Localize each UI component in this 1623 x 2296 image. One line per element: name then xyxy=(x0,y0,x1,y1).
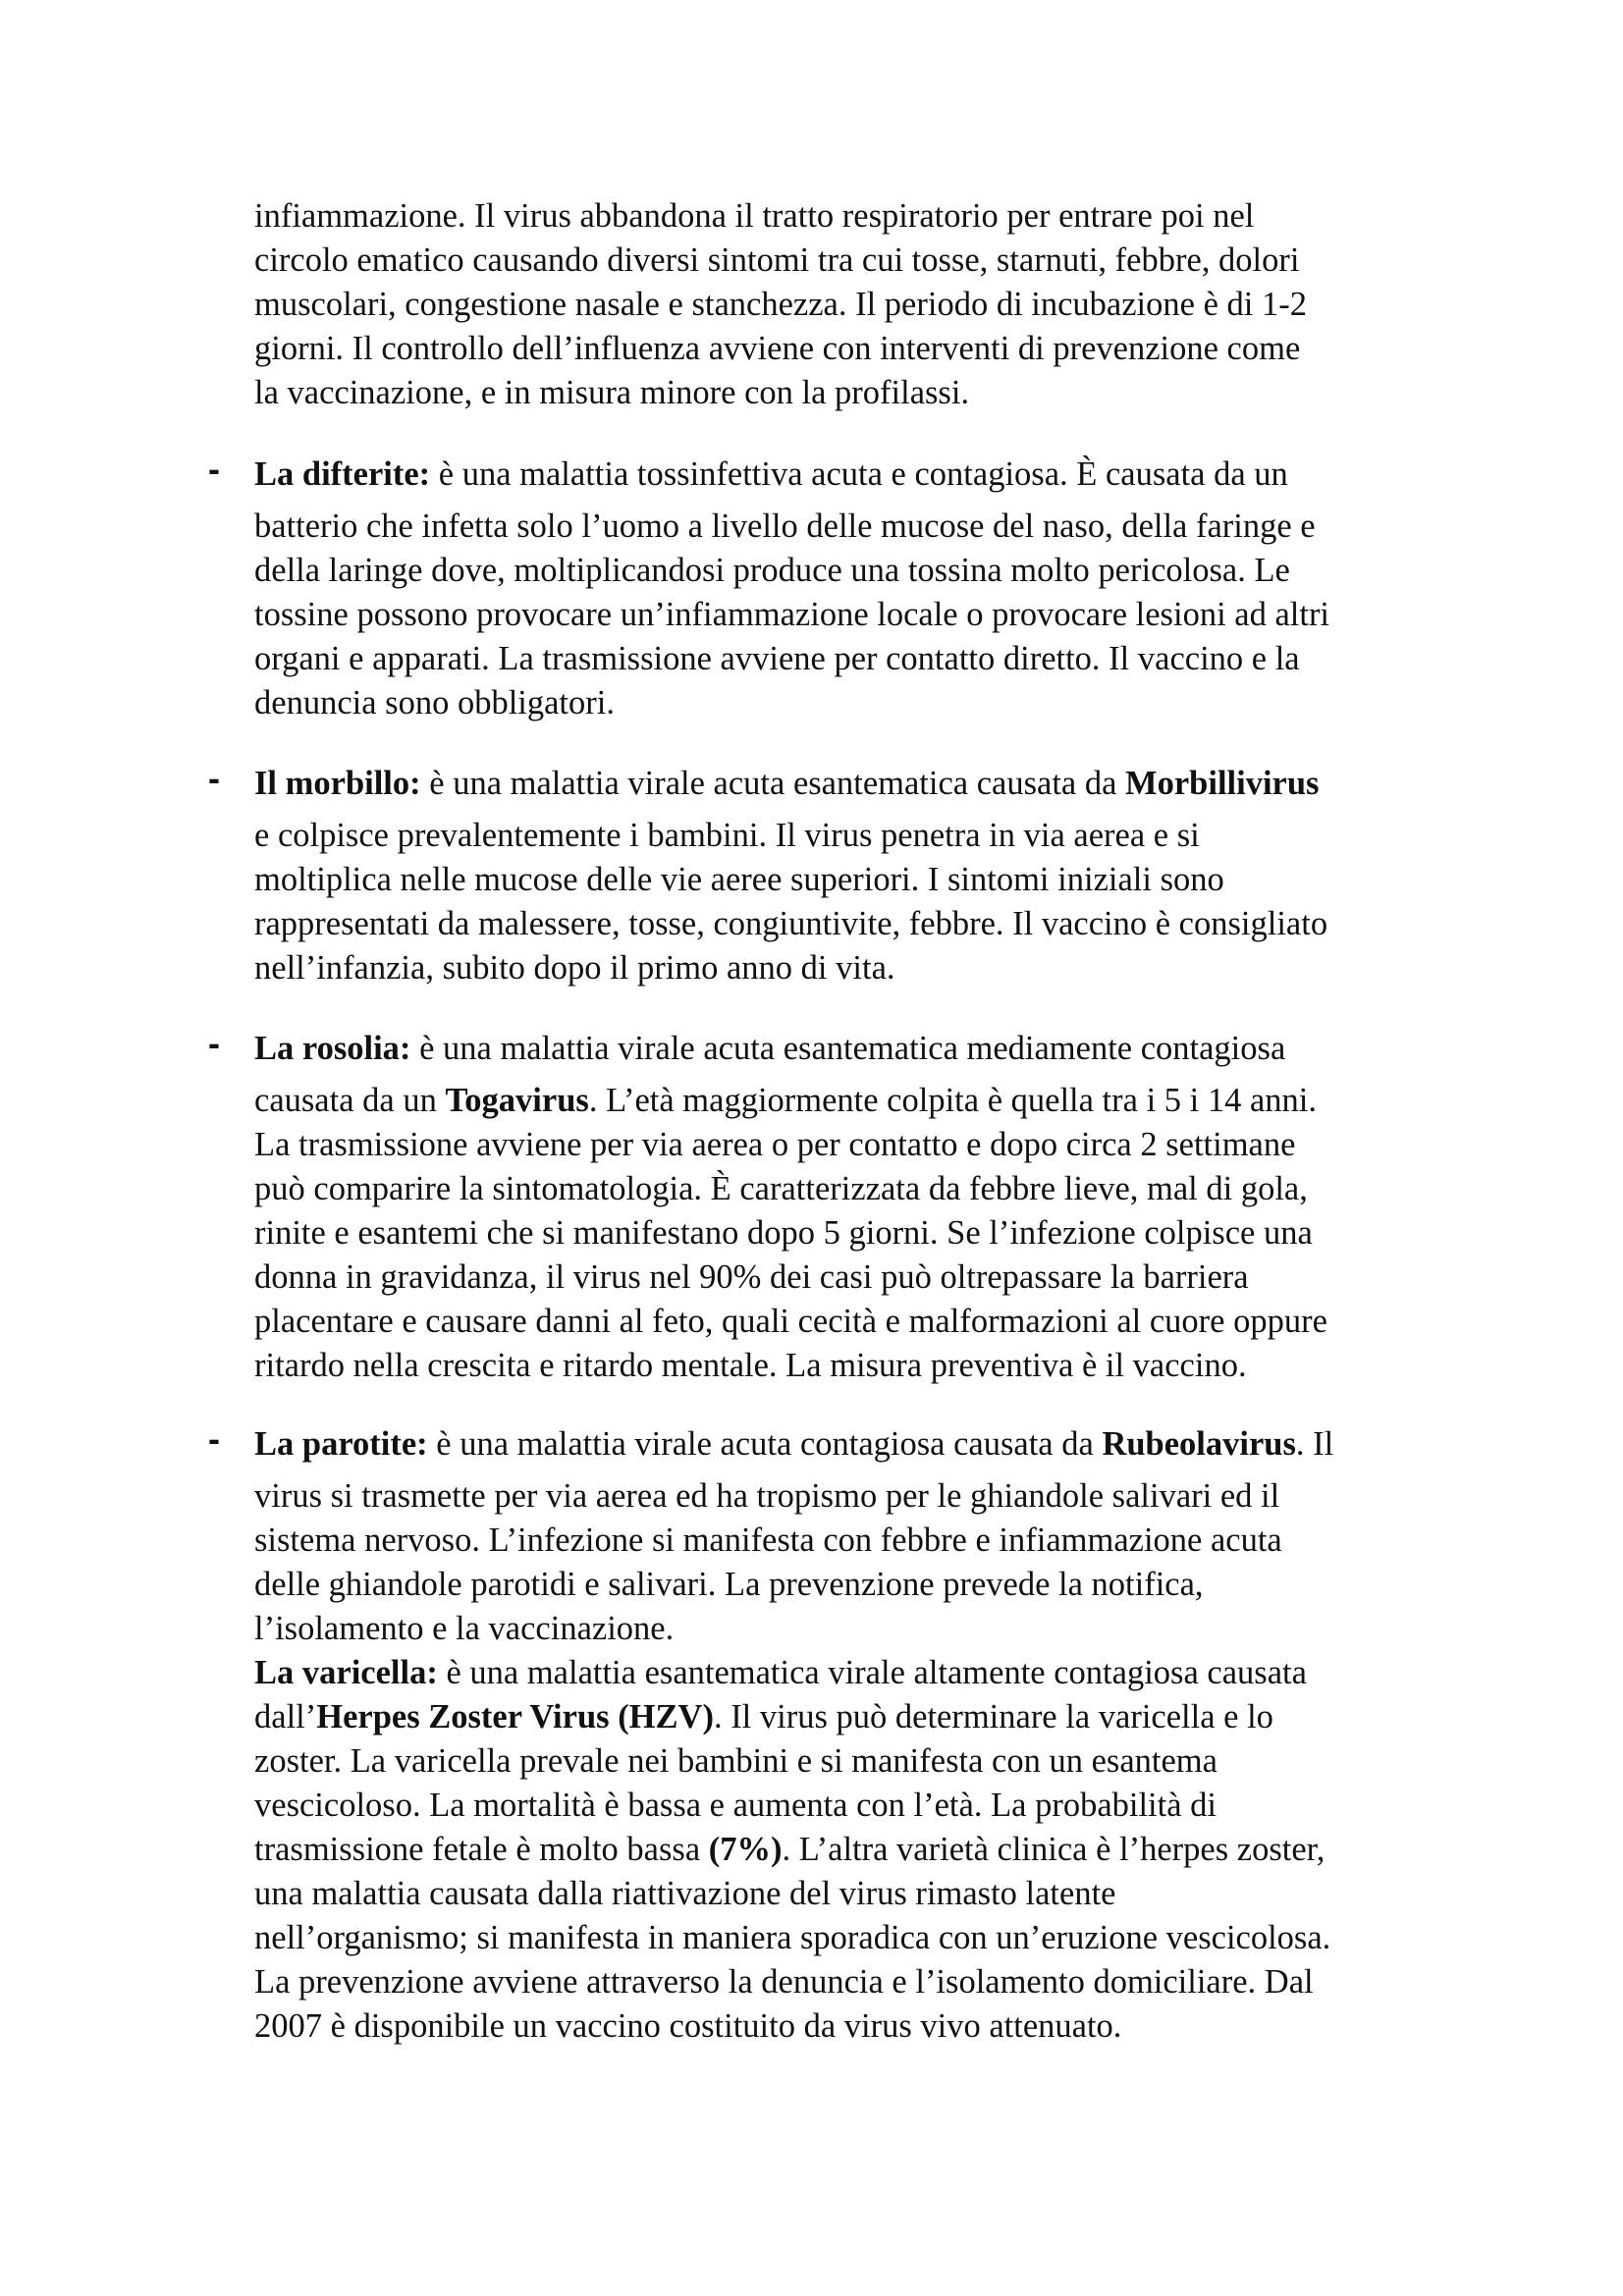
bullet-dash: - xyxy=(208,1418,220,1459)
text-fragment: è una malattia virale acuta esantematica causata da xyxy=(420,765,1126,802)
text-line: giorni. Il controllo dell’influenza avviene con interventi di prevenzione come xyxy=(254,330,1301,367)
paragraph-parotite xyxy=(254,1422,1521,2049)
text-line: circolo ematico causando diversi sintomi tra cui tosse, starnuti, febbre, dolori xyxy=(254,241,1300,279)
virus-hzv: Herpes Zoster Virus (HZV) xyxy=(316,1698,714,1735)
text-line: La prevenzione avviene attraverso la denuncia e l’isolamento domiciliare. Dal xyxy=(254,1963,1314,2001)
term-separator: : xyxy=(416,1425,428,1463)
term-separator: : xyxy=(409,765,421,802)
text-line: placentare e causare danni al feto, quali cecità e malformazioni al cuore oppure xyxy=(254,1303,1327,1340)
text-line: l’isolamento e la vaccinazione. xyxy=(254,1610,675,1647)
text-fragment: trasmissione fetale è molto bassa xyxy=(254,1831,709,1868)
text-fragment: è una malattia virale acuta contagiosa causata da xyxy=(427,1425,1103,1463)
text-line: nell’organismo; si manifesta in maniera sporadica con un’eruzione vescicolosa. xyxy=(254,1919,1331,1956)
virus-morbillivirus: Morbillivirus xyxy=(1125,765,1320,802)
bullet-dash: - xyxy=(208,1023,220,1063)
text-line xyxy=(254,1422,1521,1467)
text-line: sistema nervoso. L’infezione si manifesta con febbre e infiammazione acuta xyxy=(254,1522,1282,1559)
text-line xyxy=(254,762,1521,806)
text-fragment: . L’età maggiormente colpita è quella tra i 5 i 14 anni. xyxy=(588,1082,1318,1119)
text-line: donna in gravidanza, il virus nel 90% dei casi può oltrepassare la barriera xyxy=(254,1258,1249,1296)
text-line: rappresentati da malessere, tosse, congiuntivite, febbre. Il vaccino è consigliato xyxy=(254,905,1328,942)
virus-rubeolavirus: Rubeolavirus xyxy=(1102,1425,1296,1463)
text-line xyxy=(254,1651,1521,1695)
text-line: può comparire la sintomatologia. È caratterizzata da febbre lieve, mal di gola, xyxy=(254,1170,1308,1207)
text-line: rinite e esantemi che si manifestano dopo 5 giorni. Se l’infezione colpisce una xyxy=(254,1214,1313,1252)
intro-paragraph xyxy=(254,194,1521,415)
text-line xyxy=(254,1828,1521,1872)
term-separator: : xyxy=(418,455,431,493)
paragraph-morbillo xyxy=(254,762,1521,990)
term-separator: : xyxy=(426,1654,438,1691)
text-line: ritardo nella crescita e ritardo mentale. La misura preventiva è il vaccino. xyxy=(254,1347,1247,1384)
text-line: della laringe dove, moltiplicandosi produce una tossina molto pericolosa. Le xyxy=(254,552,1290,589)
text-line: batterio che infetta solo l’uomo a livello delle mucose del naso, della faringe e xyxy=(254,507,1316,545)
term-parotite: La parotite xyxy=(254,1425,417,1463)
text-fragment: causata da un xyxy=(254,1082,446,1119)
text-line xyxy=(254,1079,1521,1123)
text-line: vescicoloso. La mortalità è bassa e aumenta con l’età. La probabilità di xyxy=(254,1787,1217,1824)
text-line: delle ghiandole parotidi e salivari. La prevenzione prevede la notifica, xyxy=(254,1566,1204,1603)
text-line: moltiplica nelle mucose delle vie aeree superiori. I sintomi iniziali sono xyxy=(254,861,1224,898)
text-line: denuncia sono obbligatori. xyxy=(254,684,615,721)
text-line xyxy=(254,1695,1521,1739)
text-line: la vaccinazione, e in misura minore con la profilassi. xyxy=(254,374,970,411)
term-difterite: La difterite xyxy=(254,455,419,493)
text-line xyxy=(254,1027,1521,1071)
text-line: virus si trasmette per via aerea ed ha tropismo per le ghiandole salivari ed il xyxy=(254,1477,1280,1515)
text-line: una malattia causata dalla riattivazione del virus rimasto latente xyxy=(254,1875,1116,1912)
text-line: organi e apparati. La trasmissione avviene per contatto diretto. Il vaccino e la xyxy=(254,640,1300,677)
virus-togavirus: Togavirus xyxy=(445,1082,589,1119)
term-rosolia: La rosolia xyxy=(254,1030,400,1067)
text-line: nell’infanzia, subito dopo il primo anno di vita. xyxy=(254,949,895,987)
text-fragment: è una malattia esantematica virale altamente contagiosa causata xyxy=(437,1654,1307,1691)
text-fragment: . Il xyxy=(1295,1425,1334,1463)
bullet-dash: - xyxy=(208,758,220,798)
text-line: muscolari, congestione nasale e stanchezza. Il periodo di incubazione è di 1-2 xyxy=(254,286,1307,323)
term-morbillo: Il morbillo xyxy=(254,765,410,802)
text-line xyxy=(254,453,1521,497)
paragraph-rosolia xyxy=(254,1027,1521,1388)
text-line: 2007 è disponibile un vaccino costituito da virus vivo attenuato. xyxy=(254,2007,1122,2045)
text-line: tossine possono provocare un’infiammazione locale o provocare lesioni ad altri xyxy=(254,596,1330,633)
text-fragment: è una malattia tossinfettiva acuta e contagiosa. È causata da un xyxy=(430,455,1288,493)
text-line: e colpisce prevalentemente i bambini. Il virus penetra in via aerea e si xyxy=(254,817,1200,854)
text-fragment: è una malattia virale acuta esantematica mediamente contagiosa xyxy=(410,1030,1286,1067)
text-line: zoster. La varicella prevale nei bambini e si manifesta con un esantema xyxy=(254,1742,1217,1780)
bullet-dash: - xyxy=(208,449,220,489)
term-varicella: La varicella xyxy=(254,1654,427,1691)
text-line: infiammazione. Il virus abbandona il tratto respiratorio per entrare poi nel xyxy=(254,197,1255,235)
term-separator: : xyxy=(399,1030,411,1067)
percentage-7: (7%) xyxy=(708,1831,783,1868)
text-fragment: . L’altra varietà clinica è l’herpes zoster, xyxy=(782,1831,1325,1868)
text-line: La trasmissione avviene per via aerea o per contatto e dopo circa 2 settimane xyxy=(254,1126,1296,1163)
paragraph-difterite xyxy=(254,453,1521,725)
text-fragment: . Il virus può determinare la varicella e lo xyxy=(713,1698,1273,1735)
text-fragment: dall’ xyxy=(254,1698,317,1735)
